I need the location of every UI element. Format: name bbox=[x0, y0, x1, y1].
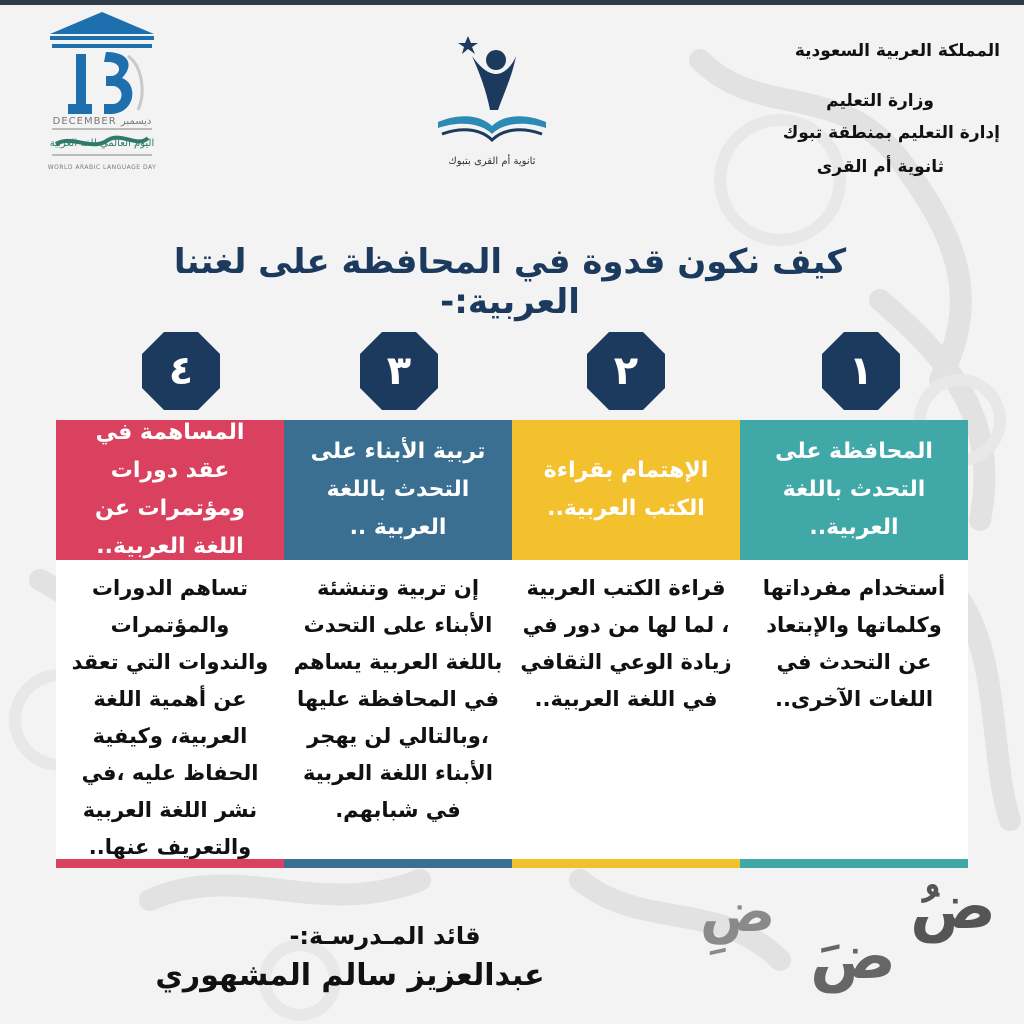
tip-bottom-bar bbox=[740, 859, 968, 868]
decorative-calligraphy bbox=[690, 870, 1020, 1020]
calligraphy-letter: ضُ bbox=[910, 870, 997, 944]
step-number-3 bbox=[358, 330, 440, 412]
tip-column-4 bbox=[56, 420, 284, 868]
step-number-label: ١ bbox=[848, 348, 874, 394]
ministry-header bbox=[700, 40, 1000, 178]
tip-column-2 bbox=[512, 420, 740, 868]
header-directorate: إدارة التعليم بمنطقة تبوك bbox=[782, 123, 1000, 143]
tip-bottom-bar bbox=[56, 859, 284, 868]
arabic-day-month: DECEMBER bbox=[52, 116, 117, 127]
school-logo bbox=[432, 30, 552, 170]
tip-heading: الإهتمام بقراءة الكتب العربية.. bbox=[543, 458, 709, 521]
principal-role: قائد المـدرسـة:- bbox=[289, 922, 481, 950]
arabic-day-month-ar: ديسمبر bbox=[120, 116, 152, 127]
tip-bottom-bar bbox=[512, 859, 740, 868]
header-school: ثانوية أم القرى bbox=[816, 157, 944, 177]
arabic-day-name: اليوم العالمي للغة العربية bbox=[49, 138, 155, 149]
tip-heading: المحافظة على التحدث باللغة العربية.. bbox=[775, 439, 933, 540]
arabic-day-caption: WORLD ARABIC LANGUAGE DAY bbox=[47, 164, 157, 171]
tip-body: تساهم الدورات والمؤتمرات والندوات التي تعقد عن أهمية اللغة العربية، وكيفية الحفاظ عليه ،في نشر اللغة العربية والتعريف عنها.. bbox=[71, 576, 269, 859]
header-ministry: وزارة التعليم bbox=[826, 91, 934, 111]
arabic-language-day-logo bbox=[42, 6, 162, 182]
calligraphy-letter: ضَ bbox=[810, 920, 897, 994]
step-number-label: ٢ bbox=[613, 348, 639, 394]
step-number-label: ٣ bbox=[386, 348, 412, 394]
tip-body: أستخدام مفرداتها وكلماتها والإبتعاد عن التحدث في اللغات الآخرى.. bbox=[762, 576, 946, 711]
step-number-label: ٤ bbox=[168, 348, 194, 394]
tip-column-1 bbox=[740, 420, 968, 868]
principal-signature bbox=[120, 922, 580, 993]
tip-heading: المساهمة في عقد دورات ومؤتمرات عن اللغة العربية.. bbox=[95, 420, 245, 559]
tip-heading: تربية الأبناء على التحدث باللغة العربية .. bbox=[310, 439, 486, 540]
tip-heading-box bbox=[512, 420, 740, 560]
tip-column-3 bbox=[284, 420, 512, 868]
school-logo-caption: ثانوية أم القرى بتبوك bbox=[448, 156, 536, 167]
tip-heading-box bbox=[284, 420, 512, 560]
tip-body: إن تربية وتنشئة الأبناء على التحدث باللغة العربية يساهم في المحافظة عليها ،وبالتالي لن يهجر الأبناء اللغة العربية في شبابهم. bbox=[293, 576, 503, 822]
tip-heading-box bbox=[740, 420, 968, 560]
page-title: كيف نكون قدوة في المحافظة على لغتنا العربية:- bbox=[173, 242, 847, 322]
step-number-1 bbox=[820, 330, 902, 412]
step-number-4 bbox=[140, 330, 222, 412]
book-reader-icon bbox=[432, 30, 552, 154]
step-number-2 bbox=[585, 330, 667, 412]
principal-name: عبدالعزيز سالم المشهوري bbox=[155, 958, 545, 993]
tip-heading-box bbox=[56, 420, 284, 560]
tip-body: قراءة الكتب العربية ، لما لها من دور في زيادة الوعي الثقافي في اللغة العربية.. bbox=[520, 576, 732, 711]
tip-bottom-bar bbox=[284, 859, 512, 868]
header-kingdom: المملكة العربية السعودية bbox=[794, 41, 1000, 61]
calligraphy-letter: ضِ bbox=[700, 880, 776, 945]
